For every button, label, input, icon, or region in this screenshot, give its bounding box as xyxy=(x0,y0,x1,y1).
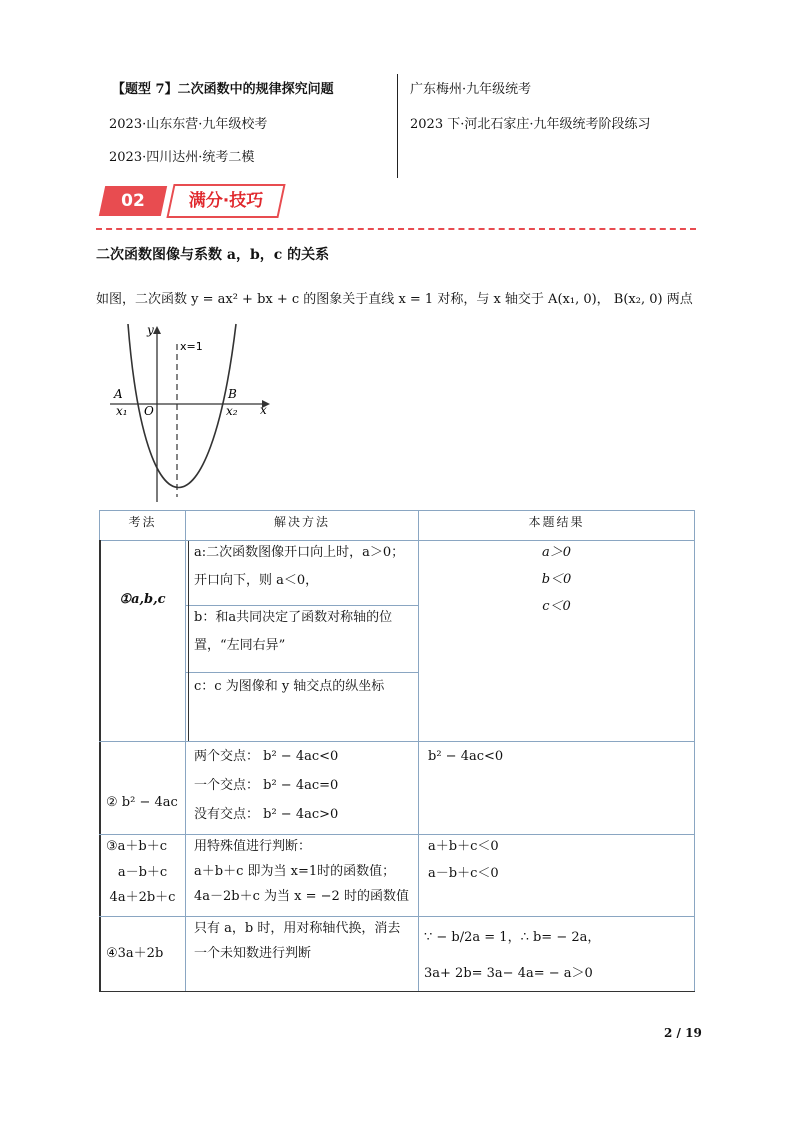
x-axis-label: x xyxy=(260,403,267,417)
point-a-label: A xyxy=(114,387,123,401)
solution-text: c：c 为图像和 y 轴交点的纵坐标 xyxy=(194,679,385,694)
result-text: c＜0 xyxy=(542,599,571,614)
solution-text: 开口向下，则 a＜0， xyxy=(194,573,319,588)
method-cell: ③a＋b＋c xyxy=(106,839,168,854)
intro-text: 如图，二次函数 y = ax² + bx + c 的图象关于直线 x = 1 对称，与 x 轴交于 A(x₁, 0)， B(x₂, 0) 两点 xyxy=(96,292,693,307)
origin-label: O xyxy=(144,404,154,418)
result-text: a＞0 xyxy=(541,545,572,560)
solution-text: 只有 a，b 时，用对称轴代换，消去 xyxy=(194,921,401,936)
section-heading: 二次函数图像与系数 a，b，c 的关系 xyxy=(96,247,330,263)
x1-label: x₁ xyxy=(116,404,128,418)
y-axis-label: y xyxy=(147,323,154,337)
table-border xyxy=(99,510,695,511)
result-text: a＋b＋c＜0 xyxy=(428,839,499,854)
column-divider xyxy=(397,74,398,178)
solution-text: a＋b＋c 即为当 x=1时的函数值； xyxy=(194,864,396,879)
table-border xyxy=(99,741,695,742)
table-border xyxy=(99,834,695,835)
table-border xyxy=(185,510,186,992)
table-header: 考法 xyxy=(128,515,157,529)
solution-text: a:二次函数图像开口向上时，a＞0； xyxy=(194,545,405,560)
result-text: ∵ − b/2a = 1，∴ b= − 2a， xyxy=(424,930,601,945)
solution-text: 置，“左同右异” xyxy=(194,638,286,653)
table-border xyxy=(99,916,695,917)
page-number: 2 / 19 xyxy=(664,1026,702,1040)
section-title-badge: 满分·技巧 xyxy=(166,184,285,218)
x2-label: x₂ xyxy=(226,404,238,418)
source-line: 2023 下·河北石家庄·九年级统考阶段练习 xyxy=(410,117,651,132)
table-border xyxy=(99,991,695,992)
solution-text: 没有交点： b² − 4ac>0 xyxy=(194,807,339,822)
source-line: 2023·山东东营·九年级校考 xyxy=(109,117,268,132)
table-border xyxy=(185,605,418,606)
table-border xyxy=(188,541,189,741)
solution-text: 一个未知数进行判断 xyxy=(194,946,312,961)
table-border xyxy=(694,510,695,992)
parabola-graph xyxy=(110,322,280,506)
method-cell: ② b² − 4ac xyxy=(106,795,178,810)
source-line: 2023·四川达州·统考二模 xyxy=(109,150,255,165)
result-text: b² − 4ac<0 xyxy=(428,749,504,764)
result-text: b＜0 xyxy=(541,572,572,587)
section-number-badge: 02 xyxy=(99,186,167,216)
source-line: 广东梅州·九年级统考 xyxy=(410,82,532,97)
table-border xyxy=(185,672,418,673)
table-header: 本题结果 xyxy=(528,515,585,529)
y-axis-arrow-icon xyxy=(153,326,161,334)
method-cell: ①a,b,c xyxy=(119,592,166,607)
table-header: 解决方法 xyxy=(273,515,330,529)
method-cell: ④3a＋2b xyxy=(106,946,164,961)
divider xyxy=(96,228,696,230)
symmetry-label: x=1 xyxy=(180,340,203,353)
solution-text: 4a－2b＋c 为当 x = −2 时的函数值 xyxy=(194,889,409,904)
result-text: a－b＋c＜0 xyxy=(428,866,499,881)
result-text: 3a+ 2b= 3a− 4a= − a＞0 xyxy=(424,966,593,981)
solution-text: 两个交点： b² − 4ac<0 xyxy=(194,749,339,764)
solution-text: b：和a共同决定了函数对称轴的位 xyxy=(194,610,393,625)
method-cell: a－b＋c xyxy=(117,865,168,880)
topic-title: 【题型 7】二次函数中的规律探究问题 xyxy=(112,82,334,97)
method-cell: 4a＋2b＋c xyxy=(109,890,176,905)
solution-text: 用特殊值进行判断： xyxy=(194,839,312,854)
point-b-label: B xyxy=(228,387,237,401)
solution-text: 一个交点： b² − 4ac=0 xyxy=(194,778,339,793)
